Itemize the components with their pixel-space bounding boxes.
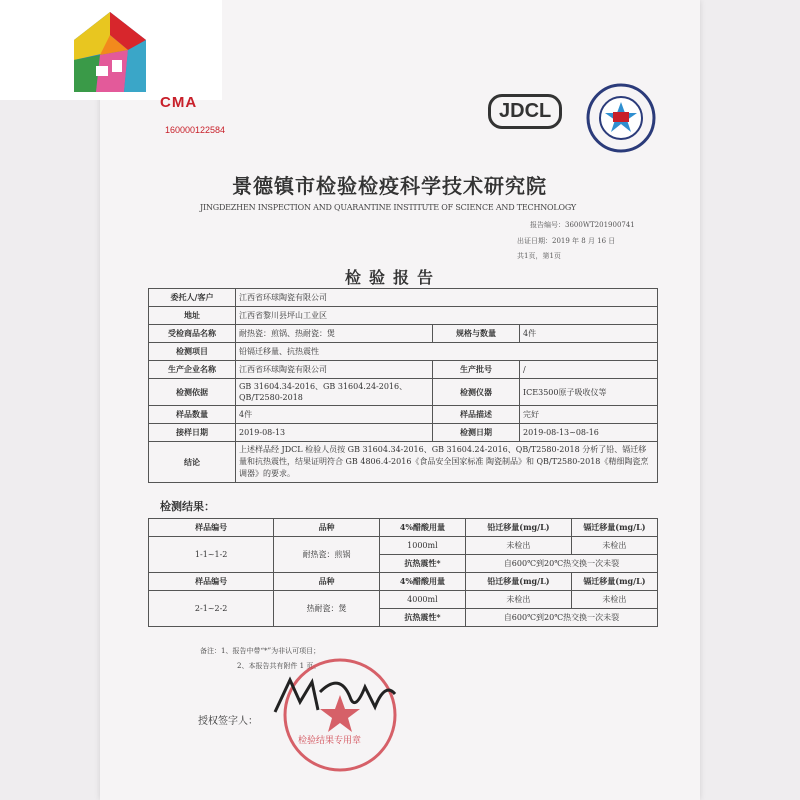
header-sample-id: 样品编号 bbox=[149, 519, 274, 537]
group1-shock: 自600℃到20℃热交换一次未裂 bbox=[466, 555, 658, 573]
table-row bbox=[149, 424, 658, 442]
results-table bbox=[148, 518, 658, 627]
basis-label: 检测依据 bbox=[149, 379, 236, 406]
spec-label: 规格与数量 bbox=[433, 325, 520, 343]
accreditation-seal-icon bbox=[585, 82, 657, 154]
group1-type: 耐热瓷：煎锅 bbox=[274, 537, 380, 573]
desc-value: 完好 bbox=[520, 406, 658, 424]
group1-shock-label: 抗热震性* bbox=[379, 555, 465, 573]
page-count: 共1页，第1页 bbox=[517, 252, 561, 260]
jdcl-mark: JDCL bbox=[488, 94, 562, 129]
table-row bbox=[149, 343, 658, 361]
header-cadmium: 镉迁移量(mg/L) bbox=[571, 573, 657, 591]
items-value: 铅镉迁移量、抗热震性 bbox=[236, 343, 658, 361]
batch-value: / bbox=[520, 361, 658, 379]
group2-type: 热耐瓷：煲 bbox=[274, 591, 380, 627]
address-label: 地址 bbox=[149, 307, 236, 325]
table-row bbox=[149, 537, 658, 555]
header-type: 品种 bbox=[274, 573, 380, 591]
recv-date-value: 2019-08-13 bbox=[236, 424, 433, 442]
qty-value: 4件 bbox=[236, 406, 433, 424]
recv-date-label: 接样日期 bbox=[149, 424, 236, 442]
issue-date: 出证日期：2019 年 8 月 16 日 bbox=[517, 237, 616, 245]
table-row bbox=[149, 307, 658, 325]
group1-lead: 未检出 bbox=[466, 537, 572, 555]
batch-label: 生产批号 bbox=[433, 361, 520, 379]
test-date-value: 2019-08-13~08-16 bbox=[520, 424, 658, 442]
info-table bbox=[148, 288, 658, 483]
institute-name-cn: 景德镇市检验检疫科学技术研究院 bbox=[232, 174, 547, 198]
group1-cadmium: 未检出 bbox=[571, 537, 657, 555]
spec-value: 4件 bbox=[520, 325, 658, 343]
table-row bbox=[149, 406, 658, 424]
remark-line-1: 备注：1、报告中带“*”为非认可项目； bbox=[200, 647, 321, 655]
sample-name-label: 受检商品名称 bbox=[149, 325, 236, 343]
cma-label: CMA bbox=[160, 94, 198, 111]
table-row bbox=[149, 442, 658, 483]
desc-label: 样品描述 bbox=[433, 406, 520, 424]
header-sample-id: 样品编号 bbox=[149, 573, 274, 591]
producer-label: 生产企业名称 bbox=[149, 361, 236, 379]
header-acid: 4%醋酸用量 bbox=[379, 573, 465, 591]
stamp-text: 检验结果专用章 bbox=[298, 736, 362, 746]
conclusion-label: 结论 bbox=[149, 442, 236, 483]
institute-name-en: JINGDEZHEN INSPECTION AND QUARANTINE INSTITUTE OF SCIENCE AND TECHNOLOGY bbox=[200, 203, 577, 212]
table-row bbox=[149, 325, 658, 343]
signatory-label: 授权签字人： bbox=[198, 716, 258, 727]
group2-shock: 自600℃到20℃热交换一次未裂 bbox=[466, 609, 658, 627]
items-label: 检测项目 bbox=[149, 343, 236, 361]
address-value: 江西省黎川县坪山工业区 bbox=[236, 307, 658, 325]
remark-line-2: 2、本报告共有附件 1 页。 bbox=[237, 662, 321, 670]
qty-label: 样品数量 bbox=[149, 406, 236, 424]
table-row bbox=[149, 591, 658, 609]
instrument-value: ICE3500原子吸收仪等 bbox=[520, 379, 658, 406]
table-row bbox=[149, 379, 658, 406]
header-cadmium: 镉迁移量(mg/L) bbox=[571, 519, 657, 537]
results-title: 检测结果： bbox=[160, 500, 215, 513]
results-header-row bbox=[149, 519, 658, 537]
client-label: 委托人/客户 bbox=[149, 289, 236, 307]
house-logo-icon bbox=[0, 0, 222, 100]
report-number: 报告编号：3600WT201900741 bbox=[530, 221, 635, 229]
basis-value: GB 31604.34-2016、GB 31604.24-2016、QB/T2580-2018 bbox=[236, 379, 433, 406]
producer-value: 江西省环球陶瓷有限公司 bbox=[236, 361, 433, 379]
header-acid: 4%醋酸用量 bbox=[379, 519, 465, 537]
header-lead: 铅迁移量(mg/L) bbox=[466, 573, 572, 591]
header-lead: 铅迁移量(mg/L) bbox=[466, 519, 572, 537]
client-value: 江西省环球陶瓷有限公司 bbox=[236, 289, 658, 307]
instrument-label: 检测仪器 bbox=[433, 379, 520, 406]
store-logo bbox=[0, 0, 222, 100]
table-row bbox=[149, 361, 658, 379]
conclusion-value: 上述样品经 JDCL 检验人员按 GB 31604.34-2016、GB 31604.24-2016、QB/T2580-2018 分析了铅、镉迁移量和抗热震性，结果证明符合 GB 4806.4-2016《食品安全国家标准 陶瓷制品》和 QB/T2580-2018《精细陶瓷烹调器》的要求。 bbox=[236, 442, 658, 483]
group2-shock-label: 抗热震性* bbox=[379, 609, 465, 627]
group2-lead: 未检出 bbox=[466, 591, 572, 609]
handwritten-signature-icon bbox=[270, 672, 400, 722]
table-row bbox=[149, 289, 658, 307]
test-date-label: 检测日期 bbox=[433, 424, 520, 442]
results-header-row bbox=[149, 573, 658, 591]
header-type: 品种 bbox=[274, 519, 380, 537]
group1-volume: 1000ml bbox=[379, 537, 465, 555]
group2-cadmium: 未检出 bbox=[571, 591, 657, 609]
report-title: 检验报告 bbox=[345, 268, 442, 287]
sample-name-value: 耐热瓷：煎锅、热耐瓷：煲 bbox=[236, 325, 433, 343]
cma-number: 160000122584 bbox=[165, 125, 226, 135]
group1-id: 1-1~1-2 bbox=[149, 537, 274, 573]
group2-id: 2-1~2-2 bbox=[149, 591, 274, 627]
cma-mark bbox=[160, 92, 197, 111]
group2-volume: 4000ml bbox=[379, 591, 465, 609]
